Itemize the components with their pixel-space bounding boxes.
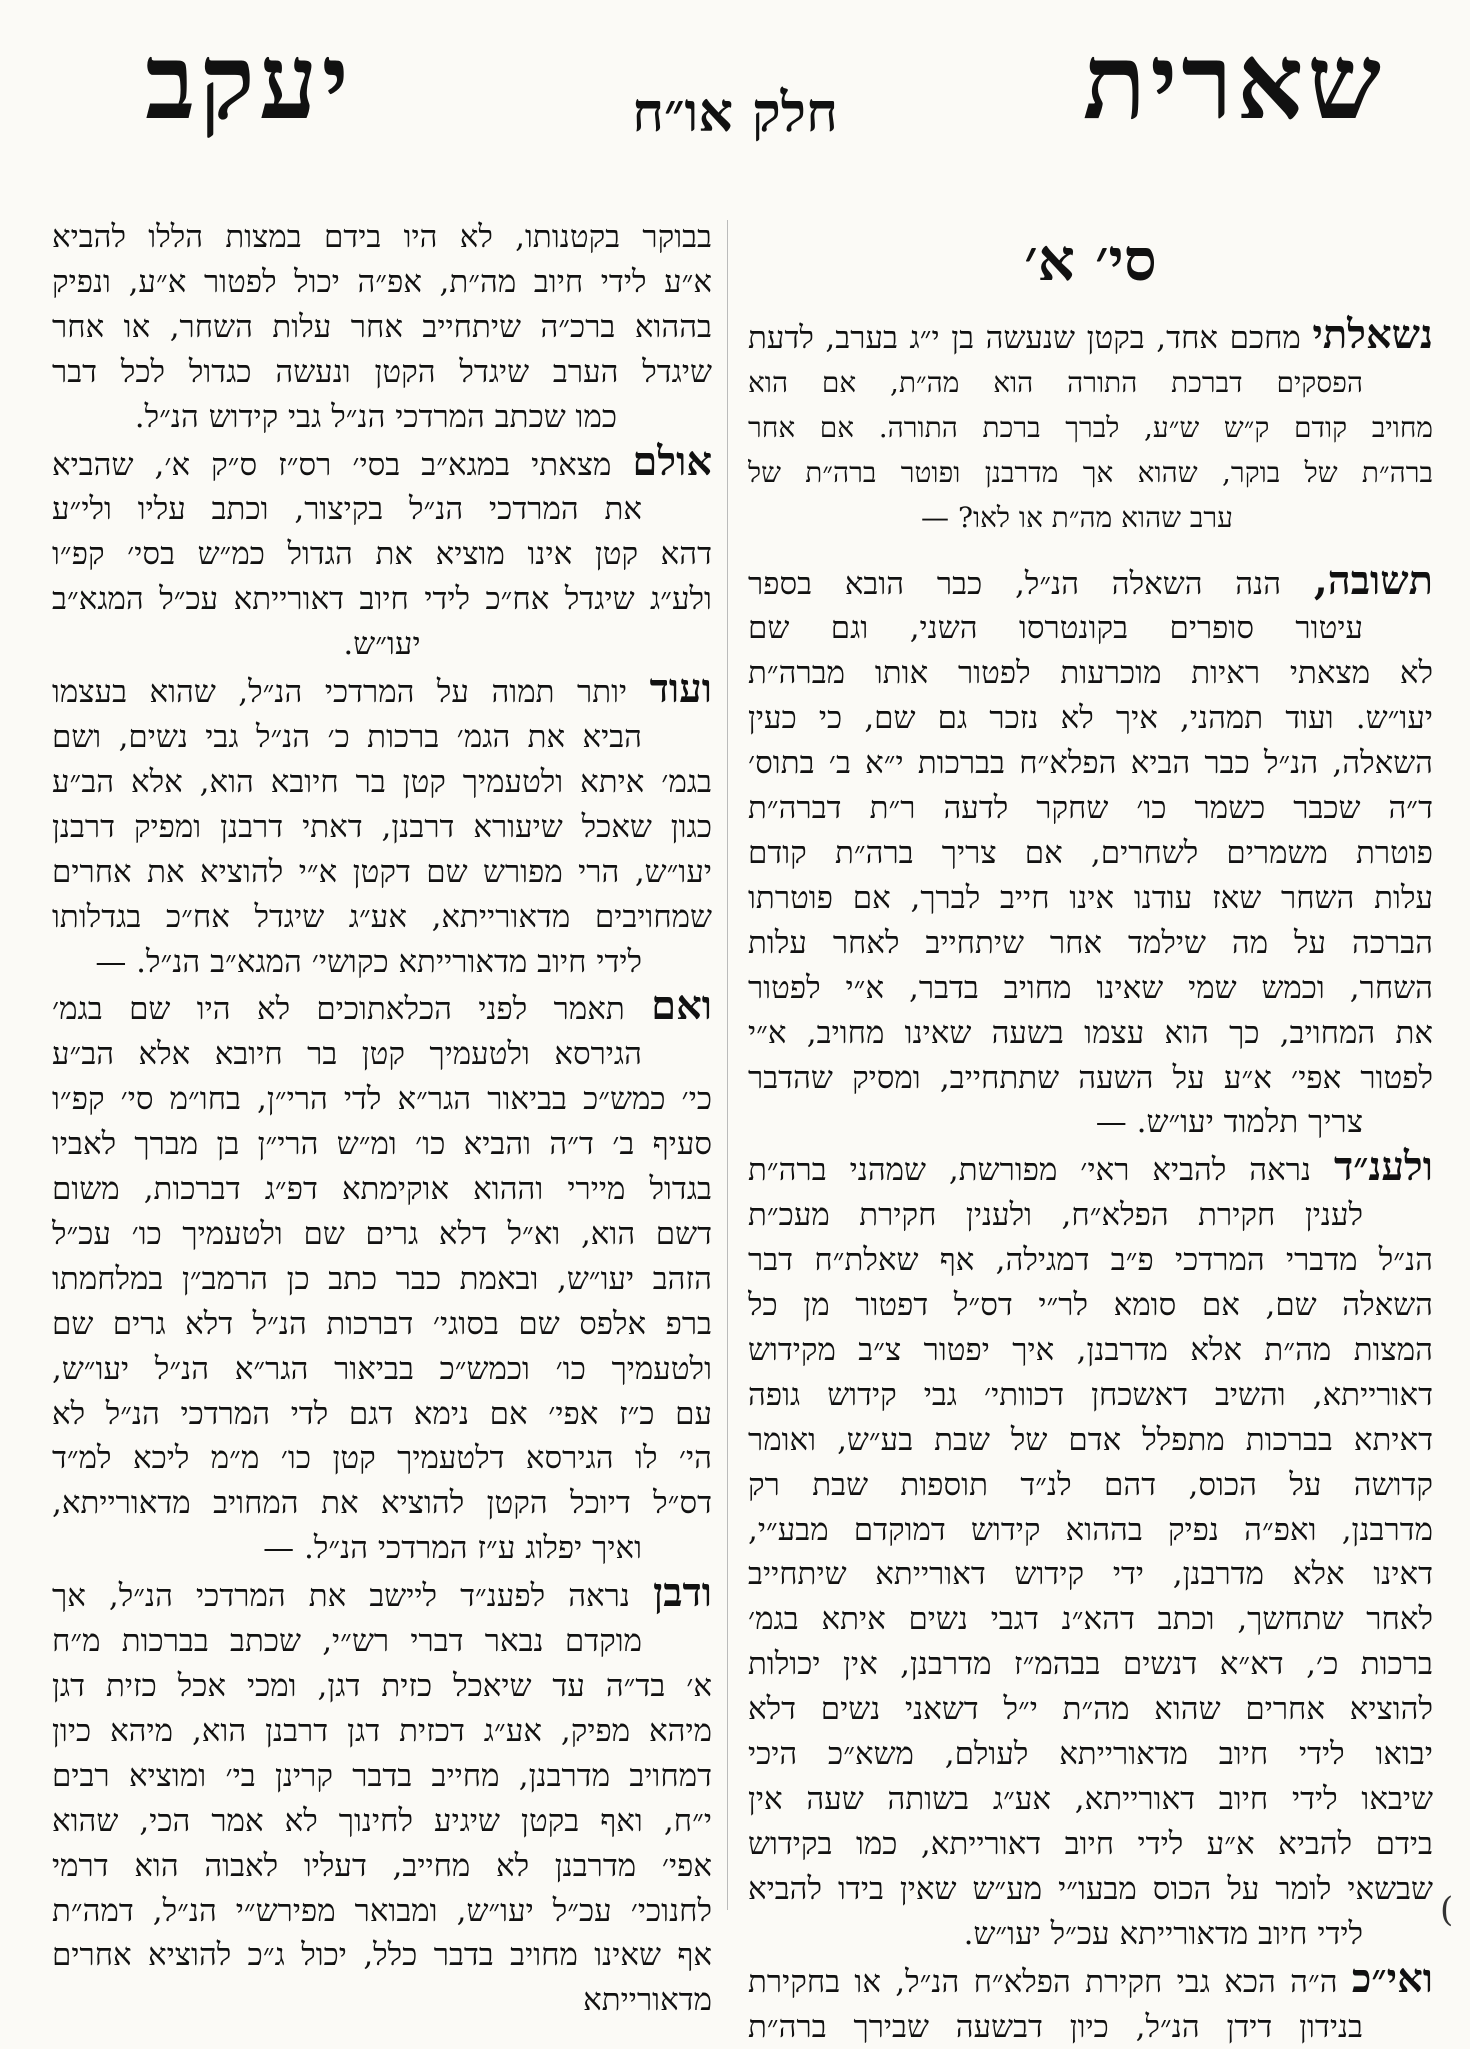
section-first-line bbox=[52, 984, 712, 1032]
answer-lead-word: תשובה, bbox=[1313, 558, 1433, 604]
text-line: יעו״ש. bbox=[343, 626, 421, 663]
text-line: להוציא אחרים שהוא מה״ת י״ל דשאני נשים דלא bbox=[748, 1691, 1433, 1728]
text-line: אף שאינו מחויב בדבר כלל, יכול ג״כ להוציא אחרים bbox=[52, 1937, 712, 1974]
text-line: דהא קטן אינו מוציא את הגדול כמ״ש בסי׳ קפ״ו bbox=[52, 536, 712, 573]
section-lead-word: ואי״כ bbox=[1351, 1956, 1433, 2002]
text-line: לחנוכי׳ עכ״ל יעו״ש, ומבואר מפירש״י הנ״ל, דמה״ת bbox=[52, 1892, 712, 1929]
section-lead-word: ולענ״ד bbox=[1333, 1145, 1433, 1191]
section-first-line bbox=[748, 1145, 1433, 1193]
text-line: בבוקר בקטנותו, לא היו בידם במצות הללו להביא bbox=[52, 219, 712, 255]
text-line: נראה להביא ראי׳ מפורשת, שמהני ברה״ת bbox=[748, 1152, 1312, 1189]
text-line: ולטעמיך כו׳ וכמש״כ בביאור הגר״א הנ״ל יעו״ש, bbox=[52, 1350, 712, 1387]
text-line: מחכם אחד, בקטן שנעשה בן י״ג בערב, לדעת bbox=[748, 320, 1301, 356]
text-line: המצות מה״ת אלא מדרבנן, איך יפטור צ״ב מקידוש bbox=[748, 1331, 1433, 1368]
text-line: הפסקים דברכת התורה הוא מה״ת, אם הוא bbox=[748, 365, 1363, 399]
text-line: לאחר שתחשך, וכתב דהא״נ דגבי נשים איתא בגמ׳ bbox=[748, 1601, 1433, 1638]
text-line: הנה השאלה הנ״ל, כבר הובא בספר bbox=[748, 565, 1282, 602]
text-line: מיהא מפיק, אע״ג דכזית דגן דרבנן הוא, מיהא כיון bbox=[52, 1712, 712, 1749]
text-line: צריך תלמוד יעו״ש. — bbox=[1095, 1104, 1363, 1141]
section-first-line bbox=[52, 1571, 712, 1619]
text-line: נראה לפענ״ד ליישב את המרדכי הנ״ל, אך bbox=[52, 1578, 630, 1615]
text-line: לידי חיוב מדאורייתא עכ״ל יעו״ש. bbox=[963, 1915, 1363, 1952]
text-line: יעו״ש, הרי מפורש שם דקטן א״י להוציא את אחרים bbox=[52, 853, 712, 890]
text-line: את המרדכי הנ״ל בקיצור, וכתב עליו ולי״ע bbox=[52, 491, 642, 528]
text-line: מצאתי במגא״ב בסי׳ רס״ז ס״ק א׳, שהביא bbox=[52, 446, 612, 483]
text-line: כי׳ כמש״כ בביאור הגר״א לדי הרי״ן, בחו״מ סי׳ קפ״ו bbox=[52, 1081, 712, 1118]
question-first-line bbox=[748, 313, 1433, 361]
text-line: הזהב יעו״ש, ובאמת כבר כתב כן הרמב״ן במלחמתו bbox=[52, 1260, 712, 1297]
title-word-right: שארית bbox=[1082, 20, 1385, 143]
answer-first-line bbox=[748, 559, 1433, 607]
text-line: השחר, וכמש שמי שאינו מחויב בדבר, א״י לפטור bbox=[748, 969, 1433, 1006]
text-line: ואיך יפלוג ע״ז המרדכי הנ״ל. — bbox=[263, 1530, 642, 1567]
section-first-line bbox=[52, 667, 712, 715]
text-line: השאלה שם, אם סומא לר״י דס״ל דפטור מן כל bbox=[748, 1287, 1433, 1324]
text-line: ברה״ת של בוקר, שהוא אך מדרבנן ופוטר ברה״ת של bbox=[748, 455, 1433, 489]
text-line: עיטור סופרים בקונטרסו השני, וגם שם bbox=[748, 610, 1363, 647]
text-line: מדרבנן, ואפ״ה נפיק בההוא קידוש דמוקדם מבע״י, bbox=[748, 1511, 1433, 1548]
text-line: מדאורייתא bbox=[583, 1982, 712, 2019]
text-line: ולע״ג שיגדל אח״כ לידי חיוב דאורייתא עכ״ל המגא״ב bbox=[52, 581, 712, 618]
text-line: ברכות כ׳, דא״א דנשים בבהמ״ז מדרבנן, אין יכולות bbox=[748, 1646, 1433, 1683]
text-line: יעו״ש. ועוד תמהני, איך לא נזכר גם שם, כי כעין bbox=[748, 700, 1433, 737]
text-line: בההוא ברכ״ה שיתחייב אחר עלות השחר, או אחר bbox=[52, 308, 712, 345]
section-lead-word: ועוד bbox=[649, 667, 712, 713]
text-line: ה״ה הכא גבי חקירת הפלא״ח הנ״ל, או בחקירת bbox=[748, 1963, 1338, 2000]
text-line: ברפ אלפס שם בסוגי׳ דברכות הנ״ל דלא גרים שם bbox=[52, 1305, 712, 1342]
right-column bbox=[748, 215, 1433, 2049]
text-line: יבואו לידי חיוב מדאורייתא לעולם, משא״כ היכי bbox=[748, 1736, 1433, 1773]
text-line: ערב שהוא מה״ת או לאו? — bbox=[921, 500, 1233, 534]
text-line: אפי׳ מדרבנן לא מחייב, דעליו לאבוה הוא דרמי bbox=[52, 1847, 712, 1884]
text-line: א״ע לידי חיוב מה״ת, אפ״ה יכול לפטור א״ע, ונפיק bbox=[52, 263, 712, 300]
section-first-line bbox=[748, 1957, 1433, 2005]
text-line: לידי חיוב מדאורייתא כקושי׳ המגא״ב הנ״ל. — bbox=[95, 943, 642, 980]
siman-heading: סי׳ א׳ bbox=[1024, 226, 1157, 294]
text-line: בנידון דידן הנ״ל, כיון דבשעה שבירך ברה״ת bbox=[748, 2008, 1363, 2045]
text-line: בידם להביא א״ע לידי חיוב דאורייתא, כמו בקידוש bbox=[748, 1825, 1433, 1862]
text-line: שבשאי לומר על הכוס מבעו״י מע״ש שאין בידו להביא bbox=[748, 1870, 1433, 1907]
text-line: שמחויבים מדאורייתא, אע״ג שיגדל אח״כ בגדלותו bbox=[52, 898, 712, 935]
text-line: סעיף ב׳ ד״ה והביא כו׳ ומ״ש הרי״ן בן מברך לאביו bbox=[52, 1126, 712, 1163]
text-line: דאינו אלא מדרבנן, ידי קידוש דאורייתא שיתחייב bbox=[748, 1556, 1433, 1593]
section-lead-word: ואם bbox=[651, 984, 712, 1030]
text-line: לפטור אפי׳ א״ע על השעה שתתחייב, ומסיק שהדבר bbox=[748, 1059, 1433, 1096]
column-divider bbox=[727, 220, 728, 1910]
text-line: דשם הוא, וא״ל דלא גרים שם ולטעמיך כו׳ עכ״ל bbox=[52, 1215, 712, 1252]
text-line: ד״ה שכבר כשמר כו׳ שחקר לדעה ר״ת דברה״ת bbox=[748, 790, 1433, 827]
margin-mark: ( bbox=[1440, 1890, 1454, 1930]
text-line: דאיתא בברכות מתפלל אדם של שבת בע״ש, ואומר bbox=[748, 1421, 1433, 1458]
section-first-line bbox=[52, 440, 712, 488]
text-line: תאמר לפני הכלאתוכים לא היו שם בגמ׳ bbox=[52, 991, 625, 1028]
text-line: כמו שכתב המרדכי הנ״ל גבי קידוש הנ״ל. bbox=[134, 398, 617, 435]
text-line: הי׳ לו הגירסא דלטעמיך קטן כו׳ מ״מ ליכא למ״ד bbox=[52, 1440, 712, 1477]
text-line: כגון שאכל שיעורא דרבנן, דאתי דרבנן ומפיק דרבנן bbox=[52, 808, 712, 845]
left-column bbox=[52, 215, 712, 2023]
text-line: שיבאו לידי חיוב דאורייתא, אע״ג בשותה שעה אין bbox=[748, 1781, 1433, 1817]
text-line: יותר תמוה על המרדכי הנ״ל, שהוא בעצמו bbox=[52, 674, 628, 711]
text-line: הביא את הגמ׳ ברכות כ׳ הנ״ל גבי נשים, ושם bbox=[52, 718, 642, 755]
text-line: קדושה על הכוס, דהם לנ״ד תוספות שבת רק bbox=[748, 1466, 1433, 1503]
text-line: שיגדל הערב שיגדל הקטן ונעשה כגדול לכל דבר bbox=[52, 353, 712, 390]
part-title: חלק או״ח bbox=[632, 80, 838, 144]
text-line: הגירסא ולטעמיך קטן בר חיובא אלא הב״ע bbox=[52, 1036, 642, 1073]
text-line: מחויב קודם ק״ש ש״ע, לברך ברכת התורה. אם אחר bbox=[748, 410, 1433, 444]
text-line: דמחויב מדרבנן, מחייב בדבר קרינן בי׳ ומוציא רבים bbox=[52, 1757, 712, 1794]
title-word-left: יעקב bbox=[145, 20, 353, 143]
text-line: י״ח, ואף בקטן שיגיע לחינוך לא אמר הכי, שהוא bbox=[52, 1802, 712, 1839]
text-line: עם כ״ז אפי׳ אם נימא דגם לדי המרדכי הנ״ל לא bbox=[52, 1395, 712, 1432]
text-line: בגדול מיירי וההוא אוקימתא דפ״ג דברכות, משום bbox=[52, 1171, 712, 1208]
question-lead-word: נשאלתי bbox=[1312, 313, 1433, 358]
text-line: לא מצאתי ראיות מוכרעות לפטור אותו מברה״ת bbox=[748, 655, 1433, 692]
text-line: השאלה, הנ״ל כבר הביא הפלא״ח בברכות י״א ב׳ בתוס׳ bbox=[748, 745, 1433, 782]
section-lead-word: אולם bbox=[632, 439, 712, 485]
page-header bbox=[0, 0, 1470, 175]
text-line: הנ״ל מדברי המרדכי פ״ב דמגילה, אף שאלת״ח דבר bbox=[748, 1242, 1433, 1279]
text-line: את המחויב, כך הוא עצמו בשעה שאינו מחויב, א״י bbox=[748, 1014, 1433, 1051]
text-line: עלות השחר שאז עודנו אינו חייב לברך, אם פוטרתו bbox=[748, 879, 1433, 916]
text-line: דס״ל דיוכל הקטן להוציא את המחויב מדאורייתא, bbox=[52, 1485, 712, 1522]
text-line: לענין חקירת הפלא״ח, ולענין חקירת מעכ״ת bbox=[748, 1197, 1363, 1234]
text-line: הברכה על מה שילמד אחר שיתחייב לאחר עלות bbox=[748, 924, 1433, 961]
section-lead-word: ודבן bbox=[653, 1571, 712, 1617]
text-line: בגמ׳ איתא ולטעמיך קטן בר חיובא הוא, אלא הב״ע bbox=[52, 763, 712, 800]
text-line: מוקדם נבאר דברי רש״י, שכתב בברכות מ״ח bbox=[52, 1623, 642, 1660]
spacer bbox=[748, 541, 1433, 559]
text-line: דאורייתא, והשיב דאשכחן דכוותי׳ גבי קידוש גופה bbox=[748, 1376, 1433, 1413]
text-line: פוטרת משמרים לשחרים, אם צריך ברה״ת קודם bbox=[748, 834, 1433, 871]
text-line: א׳ בד״ה עד שיאכל כזית דגן, ומכי אכל כזית דגן bbox=[52, 1668, 712, 1704]
